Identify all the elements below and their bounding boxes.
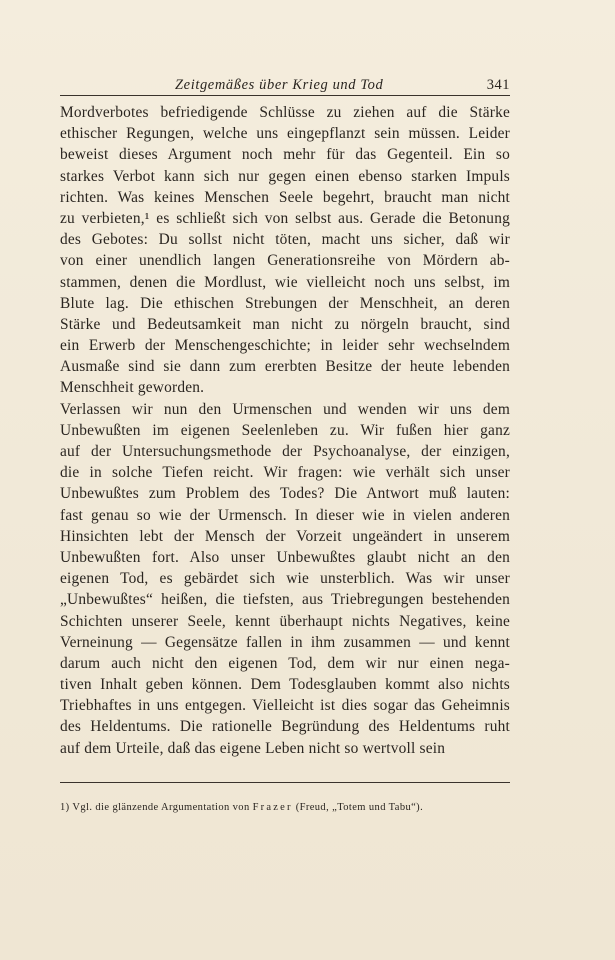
text-line: tiven Inhalt geben können. Dem Todesglauben kommt also nichts [60,676,510,694]
text-line: fast genau so wie der Urmensch. In dieser wie in vielen anderen [60,506,510,524]
text-line: Verneinung — Gegensätze fallen in ihm zusammen — und kennt [60,633,510,651]
text-line: richten. Was keines Menschen Seele begehrt, braucht man nicht [60,188,510,206]
text-line: Unbewußten fort. Also unser Unbewußtes glaubt nicht an den [60,548,510,566]
running-header [60,77,510,96]
text-line: auf dem Urteile, daß das eigene Leben nicht so wertvoll sein [60,739,446,757]
text-line: starkes Verbot kann sich nur gegen einen ebenso starken Impuls [60,167,510,185]
text-line: Blute lag. Die ethischen Strebungen der Menschheit, an deren [60,294,510,312]
text-line: Mordverbotes befriedigende Schlüsse zu ziehen auf die Stärke [60,104,510,121]
text-line: beweist dieses Argument noch mehr für das Gegenteil. Ein so [60,146,510,164]
text-line: Triebhaftes in uns entgegen. Vielleicht ist dies sogar das Geheimnis [60,697,510,715]
text-line: des Gebotes: Du sollst nicht töten, macht uns sicher, daß wir [60,231,510,249]
text-line: darum auch nicht den eigenen Tod, dem wir nur einen nega- [60,654,510,672]
page-number: 341 [486,77,510,93]
text-line: Unbewußten im eigenen Seelenleben zu. Wir fußen hier ganz [60,421,510,439]
text-line: zu verbieten,¹ es schließt sich von selbst aus. Gerade die Betonung [60,209,510,227]
text-line: auf der Untersuchungsmethode der Psychoanalyse, der einzigen, [60,443,510,460]
footnote-text-before: Vgl. die glänzende Argumentation von [72,802,250,813]
text-line: Schichten unserer Seele, kennt überhaupt nichts Negatives, keine [60,612,510,630]
footnote-author: Frazer [252,802,293,813]
text-line: eigenen Tod, es gebärdet sich wie unsterblich. Was wir unser [60,570,510,588]
text-line: von einer unendlich langen Generationsreihe von Mördern ab- [60,252,510,270]
text-line: Verlassen wir nun den Urmenschen und wenden wir uns dem [60,400,510,418]
footnote [60,802,530,813]
body-text [60,102,510,759]
text-line: Menschheit geworden. [60,379,205,397]
text-line: ein Erwerb der Menschengeschichte; in leider sehr wechselndem [60,337,510,355]
running-title: Zeitgemäßes über Krieg und Tod [175,77,384,93]
text-line: Stärke und Bedeutsamkeit man nicht zu nörgeln braucht, sind [60,315,510,333]
text-line: die in solche Tiefen reicht. Wir fragen: wie verhält sich unser [60,464,510,482]
text-line: Ausmaße sind sie dann zum ererbten Besitze der heute lebenden [60,358,510,376]
text-line: stammen, denen die Mordlust, wie vielleicht noch uns selbst, im [60,273,510,291]
text-line: Unbewußtes zum Problem des Todes? Die Antwort muß lauten: [60,485,510,503]
text-line: des Heldentums. Die rationelle Begründung des Heldentums ruht [60,718,510,736]
footnote-text-after: (Freud, „Totem und Tabu“). [295,802,424,813]
text-line: ethischer Regungen, welche uns eingepflanzt sein müssen. Leider [60,125,510,143]
footnote-divider [60,782,510,783]
footnote-marker: 1) [60,802,70,813]
text-line: „Unbewußtes“ heißen, die tiefsten, aus Triebregungen bestehenden [60,591,510,609]
text-line: Hinsichten lebt der Mensch der Vorzeit ungeändert in unserem [60,527,510,545]
